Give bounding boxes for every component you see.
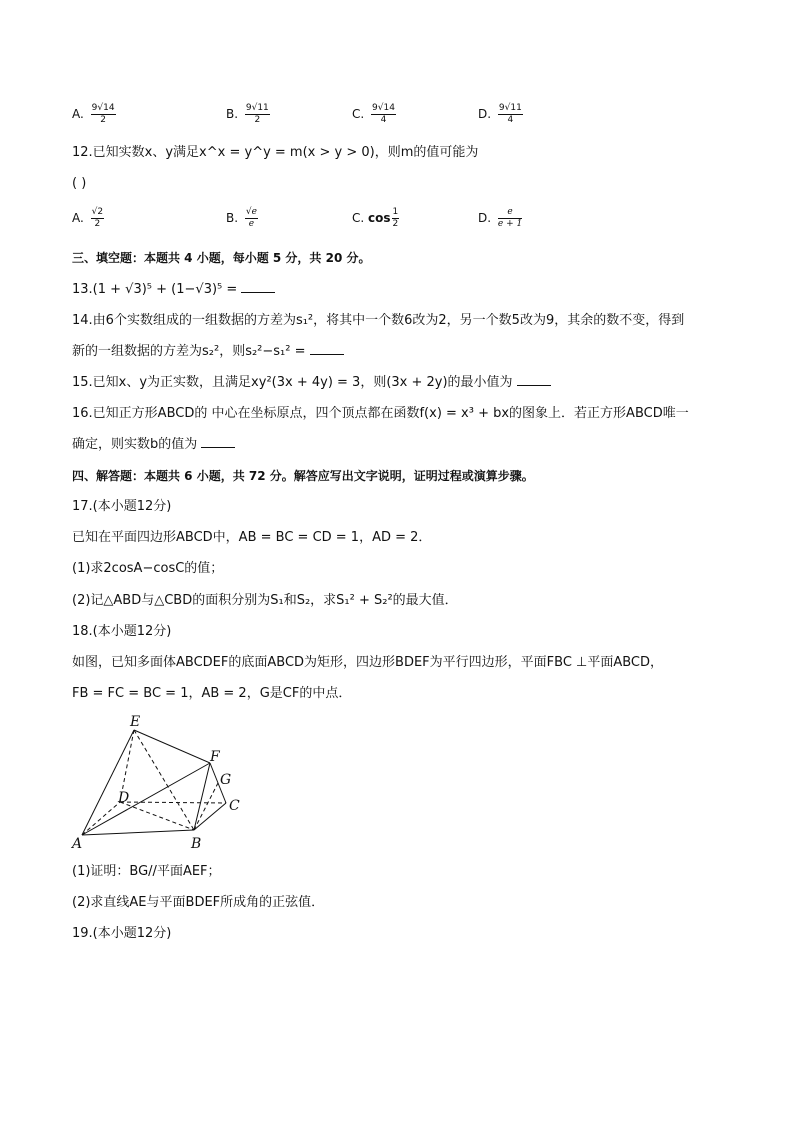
answer-blank xyxy=(241,280,275,293)
answer-blank xyxy=(517,373,551,386)
denominator: 2 xyxy=(254,115,261,125)
option-label: C. xyxy=(352,107,365,121)
fraction xyxy=(91,103,116,126)
denominator: 2 xyxy=(100,115,106,125)
q14-line1: 14.由6个实数组成的一组数据的方差为s₁²，将其中一个数6改为2，另一个数5改为9，其余的数不变，得到 xyxy=(72,313,685,328)
q11-option-c xyxy=(352,103,396,126)
numerator: 9√11 xyxy=(245,103,269,113)
edge-BC xyxy=(194,803,226,830)
numerator: e xyxy=(498,207,522,219)
q17-stem: 已知在平面四边形ABCD中，AB = BC = CD = 1，AD = 2． xyxy=(72,530,432,545)
q16-line1: 16.已知正方形ABCD的 中心在坐标原点，四个顶点都在函数f(x) = x³ + bx的图象上．若正方形ABCD唯一 xyxy=(72,406,689,421)
fraction xyxy=(498,207,522,230)
edge-DC-dashed xyxy=(120,802,226,803)
edge-AB xyxy=(82,830,194,835)
vertex-label-E: E xyxy=(130,714,141,730)
q13 xyxy=(72,280,275,300)
edge-EB-dashed xyxy=(134,730,194,830)
vertex-label-A: A xyxy=(72,836,83,850)
numerator: 9√11 xyxy=(498,103,522,113)
denominator: e + 1 xyxy=(497,219,523,229)
q11-option-d xyxy=(478,103,523,126)
q12-option-c xyxy=(352,207,399,230)
numerator: 1 xyxy=(392,207,399,217)
q12-option-b xyxy=(226,207,258,230)
option-label: D. xyxy=(478,107,492,121)
vertex-label-B: B xyxy=(191,836,202,850)
denominator: 2 xyxy=(94,219,101,229)
q18-stem-line1: 如图，已知多面体ABCDEF的底面ABCD为矩形，四边形BDEF为平行四边形，平面FBC ⊥平面ABCD， xyxy=(72,655,664,670)
edge-DB-dashed xyxy=(120,802,194,830)
fraction xyxy=(498,103,523,126)
q18-polyhedron-figure xyxy=(70,710,250,850)
numerator: √e xyxy=(245,207,257,217)
q16-line2 xyxy=(72,435,235,455)
q12-stem: 12.已知实数x、y满足x^x = y^y = m(x > y > 0)，则m的值可能为 xyxy=(72,145,479,160)
fraction xyxy=(392,207,400,230)
q17-part2: (2)记△ABD与△CBD的面积分别为S₁和S₂，求S₁² + S₂²的最大值． xyxy=(72,593,458,608)
q18-title: 18.(本小题12分) xyxy=(72,624,172,639)
answer-blank xyxy=(310,342,344,355)
q12-answer-paren: ( ) xyxy=(72,176,87,191)
q15-text: 15.已知x、y为正实数，且满足xy²(3x + 4y) = 3，则(3x + 2y)的最小值为 xyxy=(72,375,513,390)
q18-part1: (1)证明：BG//平面AEF； xyxy=(72,864,221,879)
q11-option-b xyxy=(226,103,270,126)
edge-EF xyxy=(134,730,210,763)
numerator: 9√14 xyxy=(372,103,395,113)
denominator: 2 xyxy=(392,219,399,229)
denominator: 4 xyxy=(507,115,514,125)
numerator: √2 xyxy=(91,207,104,217)
section-3-heading: 三、填空题：本题共 4 小题，每小题 5 分，共 20 分。 xyxy=(72,251,371,265)
q13-text: 13.(1 + √3)⁵ + (1−√3)⁵ = xyxy=(72,282,238,297)
fraction xyxy=(91,207,104,230)
answer-blank xyxy=(201,435,235,448)
cos-function: cos xyxy=(368,211,391,225)
q16-line2-text: 确定，则实数b的值为 xyxy=(72,437,198,452)
q11-option-a xyxy=(72,103,116,126)
q18-part2: (2)求直线AE与平面BDEF所成角的正弦值． xyxy=(72,895,325,910)
q14-line2-text: 新的一组数据的方差为s₂²，则s₂²−s₁² = xyxy=(72,344,306,359)
q17-part1: (1)求2cosA−cosC的值； xyxy=(72,561,224,576)
edge-BG-dashed xyxy=(194,783,218,830)
option-label: A. xyxy=(72,211,84,225)
vertex-label-C: C xyxy=(229,798,240,814)
fraction xyxy=(245,103,270,126)
vertex-label-F: F xyxy=(210,749,220,765)
fraction xyxy=(371,103,396,126)
q18-stem-line2: FB = FC = BC = 1，AB = 2，G是CF的中点． xyxy=(72,686,352,701)
option-label: B. xyxy=(226,107,239,121)
numerator: 9√14 xyxy=(91,103,115,113)
q17-title: 17.(本小题12分) xyxy=(72,499,172,514)
option-label: D. xyxy=(478,211,492,225)
edge-AD-dashed xyxy=(82,802,120,835)
vertex-label-G: G xyxy=(220,772,232,788)
q12-option-a xyxy=(72,207,104,230)
option-label: A. xyxy=(72,107,84,121)
option-label: C. xyxy=(352,211,365,225)
section-4-heading: 四、解答题：本题共 6 小题，共 72 分。解答应写出文字说明，证明过程或演算步骤。 xyxy=(72,469,534,483)
denominator: 4 xyxy=(380,115,387,125)
q15 xyxy=(72,373,551,393)
q14-line2 xyxy=(72,342,344,362)
option-label: B. xyxy=(226,211,239,225)
edge-AE xyxy=(82,730,134,835)
fraction xyxy=(245,207,258,230)
denominator: e xyxy=(248,219,255,229)
q19-title: 19.(本小题12分) xyxy=(72,926,172,941)
q12-option-d xyxy=(478,207,522,230)
vertex-label-D: D xyxy=(118,790,130,806)
edge-BF xyxy=(194,763,210,830)
edge-AF xyxy=(82,763,210,835)
